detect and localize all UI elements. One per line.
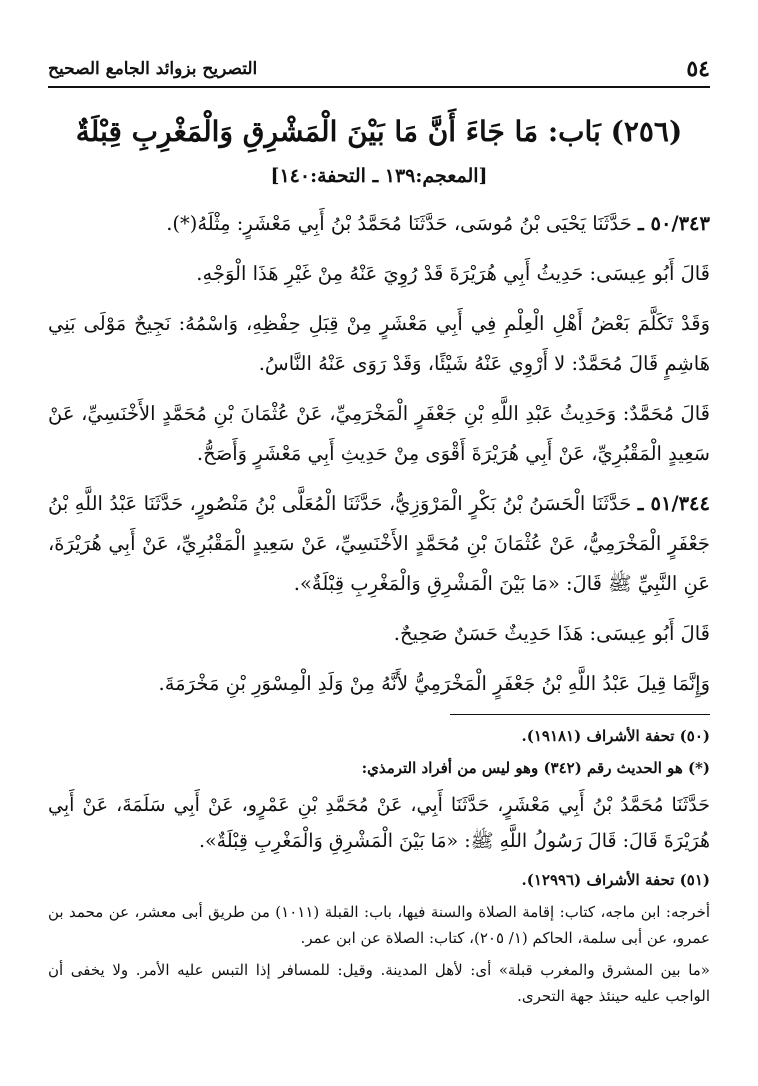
commentary-text: قَالَ مُحَمَّدٌ: وَحَدِيثُ عَبْدِ اللَّهِ بْنِ جَعْفَرٍ الْمَخْرَمِيِّ، عَنْ عُثْمَانَ بْنِ مُحَمَّدٍ الأَخْنَسِيِّ، عَنْ سَعِيدٍ الْمَقْبُرِيِّ، عَنْ أَبِي هُرَيْرَةَ أَقْوَى مِنْ حَدِيثِ أَبِي مَعْشَرٍ وَأَصَحُّ. xyxy=(48,402,710,465)
footnote-star-hadith: حَدَّثَنَا مُحَمَّدُ بْنُ أَبِي مَعْشَرٍ، حَدَّثَنَا أَبِي، عَنْ مُحَمَّدِ بْنِ عَمْرٍو، عَنْ أَبِي سَلَمَةَ، عَنْ أَبِي هُرَيْرَةَ قَالَ: قَالَ رَسُولُ اللَّهِ ﷺ: «مَا بَيْنَ الْمَشْرِقِ وَالْمَغْرِبِ قِبْلَةٌ». xyxy=(48,794,710,852)
commentary-paragraph xyxy=(48,614,710,654)
commentary-paragraph xyxy=(48,304,710,384)
commentary-text: وَقَدْ تَكَلَّمَ بَعْضُ أَهْلِ الْعِلْمِ فِي أَبِي مَعْشَرٍ مِنْ قِبَلِ حِفْظِهِ، وَاسْمُهُ: نَجِيحٌ مَوْلَى بَنِي هَاشِمٍ قَالَ مُحَمَّدٌ: لا أَرْوِي عَنْهُ شَيْئًا، وَقَدْ رَوَى عَنْهُ النَّاسُ. xyxy=(48,312,710,375)
footnote-51-takhrij: أخرجه: ابن ماجه، كتاب: إقامة الصلاة والسنة فيها، باب: القبلة (١٠١١) من طريق أبى معشر، عن محمد بن عمرو، عن أبى سلمة، الحاكم (١/ ٢٠٥)، كتاب: الصلاة عن ابن عمر. xyxy=(48,903,711,947)
footnote-51: (٥١) تحفة الأشراف (١٢٩٩٦). xyxy=(521,871,710,889)
hadith-text: حَدَّثَنَا يَحْيَى بْنُ مُوسَى، حَدَّثَنَا مُحَمَّدُ بْنُ أَبِي مَعْشَرٍ: مِثْلَهُ(*). xyxy=(166,212,632,235)
book-title: التصريح بزوائد الجامع الصحيح xyxy=(48,59,258,79)
page-content xyxy=(48,100,710,1015)
commentary-text: قَالَ أَبُو عِيسَى: حَدِيثُ أَبِي هُرَيْرَةَ قَدْ رُوِيَ عَنْهُ مِنْ غَيْرِ هَذَا الْوَجْهِ. xyxy=(196,262,710,285)
footnote-separator xyxy=(450,714,710,715)
chapter-title: (٢٥٦) بَاب: مَا جَاءَ أَنَّ مَا بَيْنَ الْمَشْرِقِ وَالْمَغْرِبِ قِبْلَةٌ xyxy=(75,115,683,148)
commentary-text: قَالَ أَبُو عِيسَى: هَذَا حَدِيثٌ حَسَنٌ صَحِيحٌ. xyxy=(393,622,710,645)
footnote-51-note: «ما بين المشرق والمغرب قبلة» أى: لأهل المدينة. وقيل: للمسافر إذا التبس عليه الأمر. ولا يخفى أن الواجب عليه حينئذ جهة التحرى. xyxy=(48,961,710,1005)
chapter-reference: [المعجم:١٣٩ ـ التحفة:١٤٠] xyxy=(270,165,488,187)
commentary-paragraph xyxy=(48,394,710,474)
commentary-paragraph xyxy=(48,664,710,704)
page-number: ٥٤ xyxy=(686,56,710,82)
hadith-number: ٥١/٣٤٤ ـ xyxy=(637,492,710,515)
hadith-paragraph xyxy=(48,204,710,244)
hadith-paragraph xyxy=(48,484,710,604)
page-header xyxy=(48,52,710,88)
footnote-50: (٥٠) تحفة الأشراف (١٩١٨١). xyxy=(521,727,710,745)
footnote-star: (*) هو الحديث رقم (٣٤٢) وهو ليس من أفراد الترمذي: xyxy=(361,759,710,777)
hadith-number: ٥٠/٣٤٣ ـ xyxy=(637,212,710,235)
commentary-paragraph xyxy=(48,254,710,294)
hadith-text: حَدَّثَنَا الْحَسَنُ بْنُ بَكْرٍ الْمَرْوَزِيُّ، حَدَّثَنَا الْمُعَلَّى بْنُ مَنْصُورٍ، حَدَّثَنَا عَبْدُ اللَّهِ بْنُ جَعْفَرٍ الْمَخْرَمِيُّ، عَنْ عُثْمَانَ بْنِ مُحَمَّدٍ الأَخْنَسِيِّ، عَنْ سَعِيدٍ الْمَقْبُرِيِّ، عَنْ أَبِي هُرَيْرَةَ، عَنِ النَّبِيِّ ﷺ قَالَ: «مَا بَيْنَ الْمَشْرِقِ وَالْمَغْرِبِ قِبْلَةٌ». xyxy=(48,492,710,595)
commentary-text: وَإِنَّمَا قِيلَ عَبْدُ اللَّهِ بْنُ جَعْفَرٍ الْمَخْرَمِيُّ لأَنَّهُ مِنْ وَلَدِ الْمِسْوَرِ بْنِ مَخْرَمَةَ. xyxy=(158,672,710,695)
